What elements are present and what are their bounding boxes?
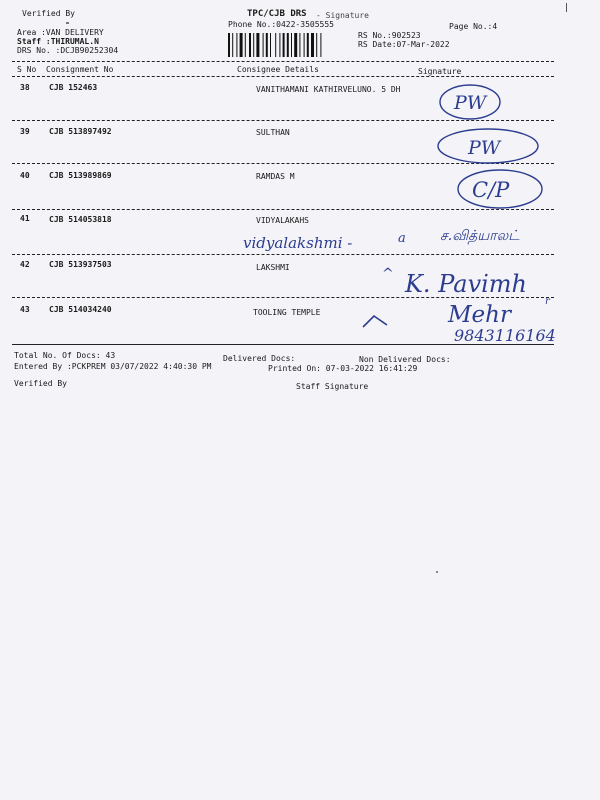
barcode-bar [307,33,309,57]
col-sno: S No [17,65,37,74]
row-40-consignment: CJB 513989869 [49,171,112,180]
row-41-sno: 41 [20,214,30,223]
delivered-docs: Delivered Docs: [223,354,296,363]
verified-by-top: Verified By [22,9,75,18]
barcode-bar [279,33,280,57]
signature-40 [452,166,552,212]
barcode-bar [240,33,243,57]
barcode-bar [283,33,285,57]
barcode-bar [275,33,276,57]
signature-39-text: PW [468,137,501,159]
phone-number: Phone No.:0422-3505555 [228,20,334,29]
barcode-bar [263,33,264,57]
row-42-consignment: CJB 513937503 [49,260,112,269]
drs-number: DRS No. :DCJB90252304 [17,46,119,55]
total-docs: Total No. Of Docs: 43 [14,351,116,360]
divider [12,76,554,77]
title-overlap-text: - Signature [316,11,369,20]
row-39-sno: 39 [20,127,30,136]
scan-mark [566,3,567,12]
barcode-bar [236,33,237,57]
page-number: Page No.:4 [449,22,498,31]
signature-40-text: C/P [472,178,510,202]
signature-43-phone: 9843116164 [454,326,556,345]
barcode-bar [287,33,289,57]
signature-41-mark: a [398,231,406,246]
non-delivered-docs: Non Delivered Docs: [359,355,451,364]
row-41-consignment: CJB 514053818 [49,215,112,224]
barcode-bar [270,33,271,57]
barcode-bar [232,33,233,57]
col-consignment: Consignment No [46,65,114,74]
staff-field: Staff :THIRUMAL.N [17,37,99,46]
printed-on: Printed On: 07-03-2022 16:41:29 [268,364,418,373]
divider [12,61,554,62]
rs-date: RS Date:07-Mar-2022 [358,40,450,49]
barcode-bar [304,33,305,57]
row-43-sno: 43 [20,305,30,314]
barcode [227,33,355,57]
row-divider [12,254,554,255]
row-43-consignee: TOOLING TEMPLE [253,308,321,317]
col-signature: Signature [418,67,462,76]
barcode-bar [253,33,254,57]
rs-number: RS No.:902523 [358,31,421,40]
entered-by: Entered By :PCKPREM 03/07/2022 4:40:30 PM [14,362,212,371]
barcode-bar [256,33,259,57]
barcode-bar [320,33,321,57]
area-field: Area :VAN DELIVERY [17,28,104,37]
signature-42-mark: ^ [382,266,394,282]
signature-41-tamil: ச.வித்யாலட் [440,228,520,244]
row-38-consignment: CJB 152463 [49,83,98,92]
barcode-bar [294,33,297,57]
row-42-sno: 42 [20,260,30,269]
barcode-bar [245,33,246,57]
row-42-consignee: LAKSHMI [256,263,290,272]
verified-by-bottom: Verified By [14,379,67,388]
check-mark-icon [360,312,390,330]
row-41-consignee: VIDYALAKAHS [256,216,309,225]
scan-speck [66,22,69,24]
document-title: TPC/CJB DRS [247,9,307,19]
row-40-consignee: RAMDAS M [256,172,295,181]
barcode-bar [311,33,314,57]
signature-42: K. Pavimh [405,270,528,298]
staff-signature: Staff Signature [296,382,369,391]
signature-42-tail: r [545,296,550,307]
row-43-consignment: CJB 514034240 [49,305,112,314]
signature-41-name: vidyalakshmi - [243,234,353,252]
signature-38 [436,80,504,124]
signature-38-text: PW [454,92,487,114]
row-39-consignee: SULTHAN [256,128,290,137]
barcode-bar [266,33,268,57]
barcode-bar [299,33,300,57]
col-consignee: Consignee Details [237,65,319,74]
signature-39 [434,125,542,167]
row-38-sno: 38 [20,83,30,92]
scan-speck [436,571,438,573]
row-38-consignee: VANITHAMANI KATHIRVELUNO. 5 DH [256,85,401,94]
barcode-bar [228,33,230,57]
row-39-consignment: CJB 513897492 [49,127,112,136]
row-40-sno: 40 [20,171,30,180]
signature-43: Mehr [448,302,511,328]
barcode-bar [316,33,317,57]
barcode-bar [291,33,292,57]
barcode-bar [249,33,251,57]
